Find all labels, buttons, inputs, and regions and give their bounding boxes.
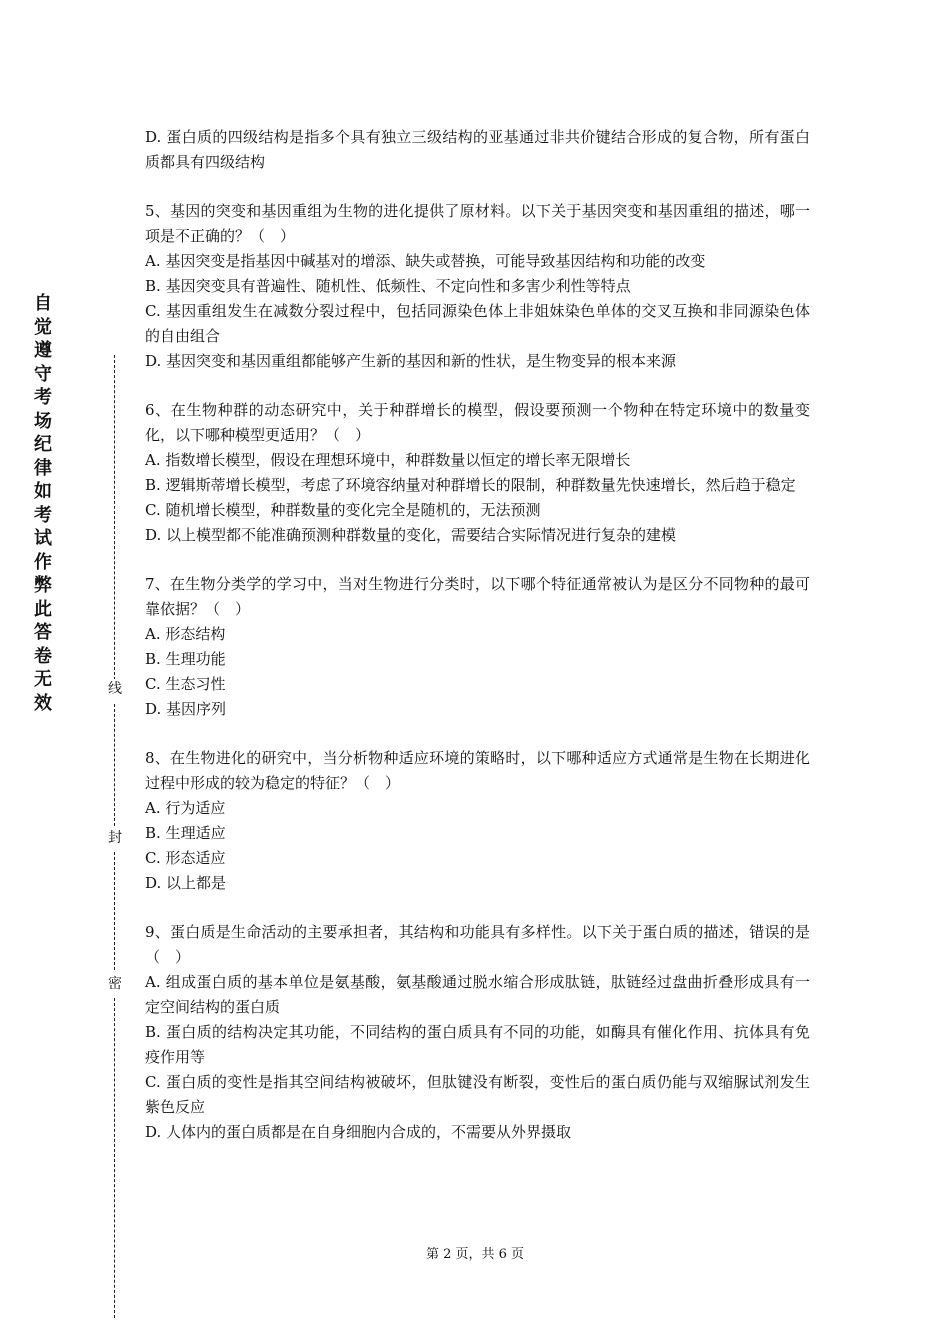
question-7: [145, 572, 810, 722]
option-label: D.: [145, 700, 162, 718]
option-label: C.: [145, 302, 161, 320]
option-text: 蛋白质的变性是指其空间结构被破坏，但肽键没有断裂，变性后的蛋白质仍能与双缩脲试剂发生紫色反应: [145, 1073, 810, 1116]
option-label: B.: [145, 824, 161, 842]
binding-dashed-line: [114, 852, 115, 970]
option-text: 以上模型都不能准确预测种群数量的变化，需要结合实际情况进行复杂的建模: [166, 526, 677, 544]
option-label: A.: [145, 625, 161, 643]
option-b: [145, 1020, 810, 1070]
option-label: C.: [145, 501, 161, 519]
option-text: 人体内的蛋白质都是在自身细胞内合成的，不需要从外界摄取: [166, 1123, 572, 1141]
seal-label-mi: 密: [104, 974, 126, 994]
option-c: [145, 672, 810, 697]
option-a: [145, 796, 810, 821]
option-text: 以上都是: [166, 874, 227, 892]
option-text: 基因突变是指基因中碱基对的增添、缺失或替换，可能导致基因结构和功能的改变: [165, 252, 706, 270]
question-stem: 6、在生物种群的动态研究中，关于种群增长的模型，假设要预测一个物种在特定环境中的数量变化，以下哪种模型更适用？（ ）: [145, 401, 810, 444]
option-text: 随机增长模型，种群数量的变化完全是随机的，无法预测: [165, 501, 541, 519]
option-label: C.: [145, 675, 161, 693]
question-stem: 8、在生物进化的研究中，当分析物种适应环境的策略时，以下哪种适应方式通常是生物在长期进化过程中形成的较为稳定的特征？（ ）: [145, 749, 810, 792]
option-label: A.: [145, 799, 161, 817]
option-label: D.: [145, 1123, 162, 1141]
binding-dashed-line: [114, 355, 115, 685]
option-label: D.: [145, 352, 162, 370]
binding-warning: [28, 292, 58, 715]
option-a: [145, 622, 810, 647]
option-d: [145, 523, 810, 548]
option-b: [145, 647, 810, 672]
binding-dashed-line: [114, 704, 115, 826]
option-label: C.: [145, 849, 161, 867]
option-text: 指数增长模型，假设在理想环境中，种群数量以恒定的增长率无限增长: [165, 451, 631, 469]
seal-label-feng: 封: [104, 828, 126, 848]
option-d: [145, 349, 810, 374]
option-text: 生态习性: [165, 675, 226, 693]
option-text: 形态结构: [165, 625, 226, 643]
question-stem: 7、在生物分类学的学习中，当对生物进行分类时，以下哪个特征通常被认为是区分不同物种的最可靠依据？（ ）: [145, 575, 810, 618]
option-a: [145, 970, 810, 1020]
option-label: A.: [145, 973, 161, 991]
option-text: 逻辑斯蒂增长模型，考虑了环境容纳量对种群增长的限制，种群数量先快速增长，然后趋于稳定: [165, 476, 796, 494]
question-6: [145, 398, 810, 548]
binding-dashed-line: [114, 998, 115, 1318]
option-text: 生理功能: [165, 650, 226, 668]
option-text: 蛋白质的结构决定其功能，不同结构的蛋白质具有不同的功能，如酶具有催化作用、抗体具有免疫作用等: [145, 1023, 810, 1066]
option-d: [145, 697, 810, 722]
question-stem: 9、蛋白质是生命活动的主要承担者，其结构和功能具有多样性。以下关于蛋白质的描述，错误的是（ ）: [145, 923, 810, 966]
option-d: [145, 125, 810, 175]
option-text: 基因重组发生在减数分裂过程中，包括同源染色体上非姐妹染色单体的交叉互换和非同源染色体的自由组合: [145, 302, 810, 345]
option-text: 基因突变具有普遍性、随机性、低频性、不定向性和多害少利性等特点: [165, 277, 631, 295]
question-8: [145, 746, 810, 896]
question-9: [145, 920, 810, 1145]
option-label: B.: [145, 650, 161, 668]
option-text: 行为适应: [165, 799, 226, 817]
option-label: C.: [145, 1073, 161, 1091]
option-text: 蛋白质的四级结构是指多个具有独立三级结构的亚基通过非共价键结合形成的复合物，所有蛋白质都具有四级结构: [145, 128, 810, 171]
option-b: [145, 473, 810, 498]
binding-warning-text: 自觉遵守考场纪律如考试作弊此答卷无效: [34, 293, 52, 714]
option-label: A.: [145, 252, 161, 270]
option-label: B.: [145, 476, 161, 494]
seal-label-xian: 线: [104, 679, 126, 699]
option-text: 生理适应: [165, 824, 226, 842]
option-c: [145, 498, 810, 523]
option-label: B.: [145, 277, 161, 295]
question-4-carryover: [145, 125, 810, 175]
option-a: [145, 249, 810, 274]
question-stem: 5、基因的突变和基因重组为生物的进化提供了原材料。以下关于基因突变和基因重组的描述，哪一项是不正确的？（ ）: [145, 202, 810, 245]
option-text: 组成蛋白质的基本单位是氨基酸，氨基酸通过脱水缩合形成肽链，肽链经过盘曲折叠形成具有一定空间结构的蛋白质: [145, 973, 810, 1016]
option-text: 形态适应: [165, 849, 226, 867]
option-label: D.: [145, 526, 162, 544]
option-c: [145, 299, 810, 349]
option-label: D.: [145, 874, 162, 892]
option-b: [145, 821, 810, 846]
question-5: [145, 199, 810, 374]
option-d: [145, 871, 810, 896]
option-label: D.: [145, 128, 162, 146]
option-b: [145, 274, 810, 299]
option-text: 基因序列: [166, 700, 227, 718]
option-text: 基因突变和基因重组都能够产生新的基因和新的性状，是生物变异的根本来源: [166, 352, 677, 370]
option-a: [145, 448, 810, 473]
option-d: [145, 1120, 810, 1145]
option-label: B.: [145, 1023, 161, 1041]
option-c: [145, 846, 810, 871]
option-label: A.: [145, 451, 161, 469]
page-number: 第 2 页，共 6 页: [425, 1247, 525, 1262]
exam-content: [145, 125, 810, 1169]
option-c: [145, 1070, 810, 1120]
